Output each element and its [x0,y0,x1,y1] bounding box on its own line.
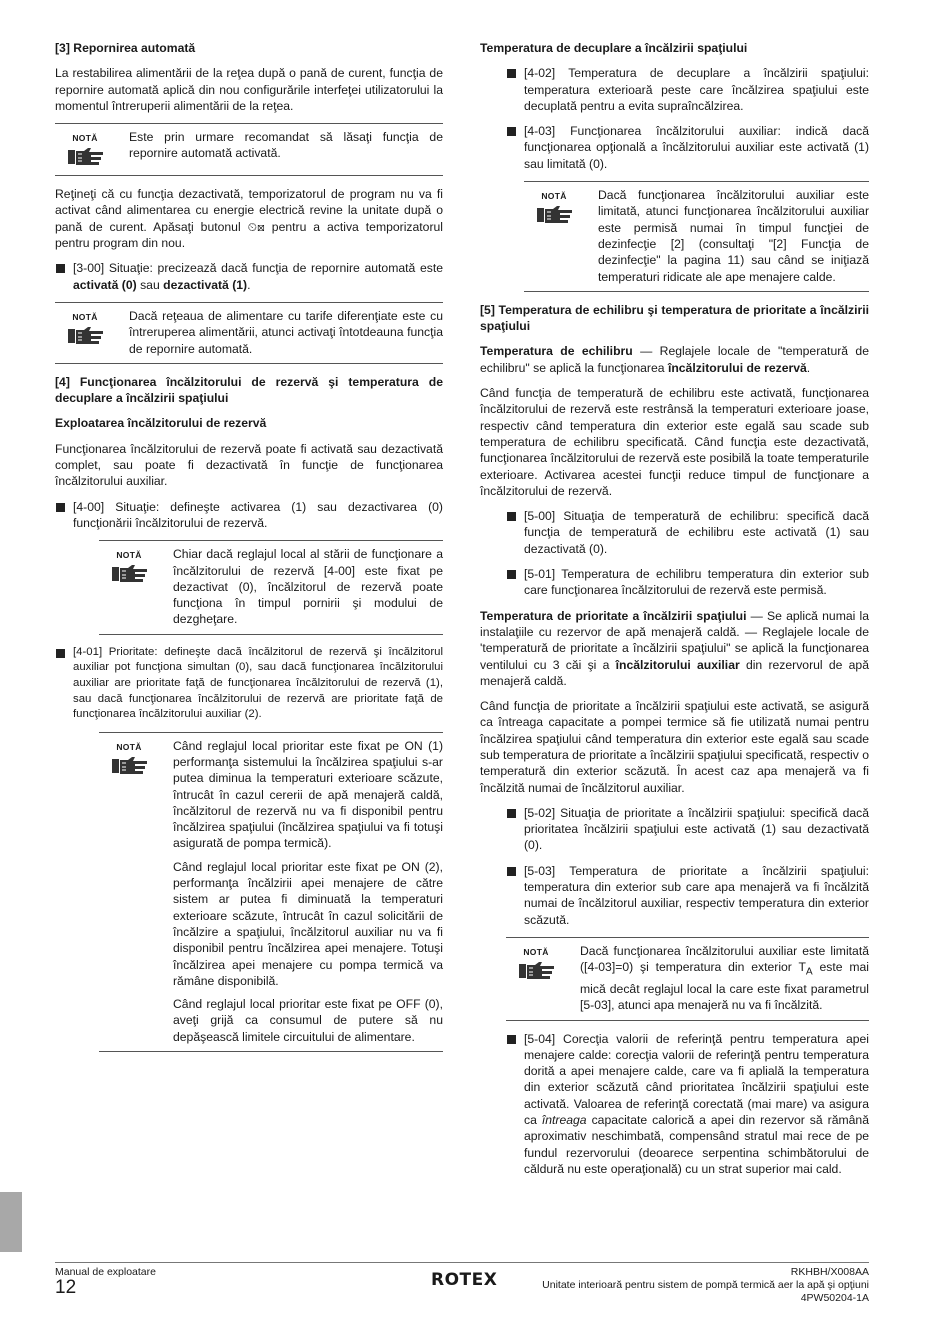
footer-reference: 4PW50204-1A [800,1291,869,1304]
note-box [55,123,443,176]
note-label: NOTĂ [541,191,567,202]
note-label: NOTĂ [116,741,142,752]
pointing-hand-icon [112,563,148,583]
side-tab [0,1192,22,1252]
footer-divider [55,1262,869,1263]
section-4-paragraph-1: Funcţionarea încălzitorului de rezervă poate fi activată sau dezactivată complet, sau poate fi dezactivată în funcţie de funcţionarea încălzitorului auxiliar. [55,441,443,489]
bullet-square-icon [507,809,516,818]
note-box [55,302,443,364]
pointing-hand-icon [68,146,104,166]
note-text: Când reglajul local prioritar este fixat pe ON (1) performanţa sistemului la încălzirea spaţiului s-ar putea diminua la temperaturi exterioare scăzute, întrucât în cazul cererii de apă menajeră caldă, încălzitorul de rezervă nu va fi disponibil pentru încălzirea spaţiului (încălzirea spaţiului va fi totuşi asigurată de pompa termică). [173,738,443,851]
section-4-heading: [4] Funcţionarea încălzitorului de rezervă şi temperatura de decuplare a încălzirii spaţiului [55,374,443,406]
note-text: Dacă funcţionarea încălzitorului auxiliar este limitată, atunci funcţionarea încălzitorului auxiliar este permisă numai în timpul funcţiei de dezinfecţie [2] (consultaţi "[2] Funcţia de dezinfecţie" la pagina 11) sau când se iniţiază temperaturi ridicate ale ape menajere calde. [598,188,869,284]
setting-4-00: [4-00] Situaţie: defineşte activarea (1) sau dezactivarea (0) funcţionării încălzitorului de rezervă. [55,499,443,532]
right-column [480,40,869,1186]
note-text: Când reglajul local prioritar este fixat pe OFF (0), aveţi grijă ca consumul de putere să nu depăşească limitele circuitului de alimentare. [173,997,443,1044]
section-3-paragraph-1: La restabilirea alimentării de la reţea după o pană de curent, funcţia de repornire automată aplică din nou configurările interfeţei utilizatorului la momentul întreruperii alimentării de la reţea. [55,66,443,113]
note-label: NOTĂ [72,311,98,322]
bullet-square-icon [507,127,516,136]
note-label: NOTĂ [116,550,142,561]
footer-model-code: RKHBH/X008AA [790,1266,869,1278]
decoupling-heading: Temperatura de decuplare a încălzirii spaţiului [480,41,748,55]
page-number: 12 [55,1277,77,1298]
pointing-hand-icon [537,204,573,224]
bullet-square-icon [507,1035,516,1044]
section-5-paragraph-2: Când funcţia de temperatură de echilibru este activată, funcţionarea încălzitorului de rezervă este restrânsă la temperaturi exterioare joase, respectiv când temperatura din exterior este egală sau scade sub temperatura de echilibru specificată. Când funcţia este dezactivată, funcţionarea încălzitorului de rezervă este posibilă la toate temperaturile exterioare. Activarea acestei funcţii reduce timpul de funcţionare a încălzitorului de rezervă. [480,386,869,498]
note-text: Chiar dacă reglajul local al stării de funcţionare a încălzitorului de rezervă [4-00] este fixat pe dezactivat (0), încălzitorul de rezervă poate funcţiona în timpul pornirii şi modului de dezgheţare. [173,547,443,627]
bullet-square-icon [507,69,516,78]
setting-5-01: [5-01] Temperatura de echilibru temperatura din exterior sub care funcţionarea încălzitorului de rezervă este permisă. [506,566,869,599]
setting-4-02: [4-02] Temperatura de decuplare a încălzirii spaţiului: temperatura exterioară peste care încălzirea spaţiului este decuplată pentru a evita supraîncălzirea. [506,65,869,114]
bullet-square-icon [56,503,65,512]
setting-5-04: [5-04] Corecţia valorii de referinţă pentru temperatura apei menajere calde: corecţia valorii de referinţă pentru temperatura dorită a apei menajere calde, care va fi aplială la temperatura din exterior scăzută când prioritatea încălzirii spaţiului este activată. Valoarea de referinţă corectată (mai mare) va asigura ca întreaga capacitate calorică a apei din rezervor să rămână aproximativ neschimbată, compensând stratul mai rece de pe fundul rezervorului (deoarece serpentina schimbătorului de căldură nu este operaţională) cu un strat superior mai cald. [506,1031,869,1178]
footer-description: Unitate interioară pentru sistem de pompă termică aer la apă şi opţiuni [542,1278,869,1291]
section-3-paragraph-2: Reţineţi că cu funcţia dezactivată, temporizatorul de program nu va fi activat când alimentarea cu energie electrică revine la unitate după o pană de curent. Apăsaţi butonul ⏲⊠ pentru a activa temporizatorul pentru program din nou. [55,187,443,251]
setting-4-03: [4-03] Funcţionarea încălzitorului auxiliar: indică dacă funcţionarea opţională a încălzitorului auxiliar este activată (1) sau limitată (0). [506,123,869,172]
note-box [99,732,443,1052]
footer-product-info [539,1266,869,1304]
setting-5-03: [5-03] Temperatura de prioritate a încălzirii spaţiului: temperatura din exterior sub care apa menajeră va fi încălzită numai de încălzitorul auxiliar, respectiv temperatura din exterior scăzută. [506,863,869,928]
bullet-square-icon [56,264,65,273]
rotex-logo: ROTEX [431,1270,498,1290]
setting-5-00: [5-00] Situaţia de temperatură de echilibru: specifică dacă funcţia de temperatură de echilibru este activată (1) sau dezactivată (0). [506,508,869,557]
setting-3-00: [3-00] Situaţie: precizează dacă funcţia de repornire automată este activată (0) sau dezactivată (1). [55,260,443,293]
note-box [524,181,869,292]
bullet-square-icon [507,570,516,579]
bullet-square-icon [507,867,516,876]
footer-manual-title: Manual de exploatare [55,1266,156,1278]
priority-temperature-paragraph: Temperatura de prioritate a încălzirii spaţiului — Se aplică numai la instalaţiile cu rezervor de apă menajeră caldă. — Reglajele locale de 'temperatură de prioritate a încălzirii spaţiului" se aplică la funcţionarea ventilului cu 3 căi şi a încălzitorului auxiliar din rezervorul de apă menajeră caldă. [480,608,869,688]
section-4-subheading: Exploatarea încălzitorului de rezervă [55,416,267,431]
setting-5-02: [5-02] Situaţia de prioritate a încălzirii spaţiului: specifică dacă prioritatea încălzirii spaţiului este activată (1) sau dezactivată (0). [506,805,869,854]
note-text: Este prin urmare recomandat să lăsaţi funcţia de repornire automată activată. [129,130,443,161]
pointing-hand-icon [112,755,148,775]
pointing-hand-icon [519,960,555,980]
note-box [99,540,443,634]
section-5-heading: [5] Temperatura de echilibru şi temperatura de prioritate a încălzirii spaţiului [480,302,869,334]
note-text: Dacă funcţionarea încălzitorului auxiliar este limitată ([4-03]=0) şi temperatura din exterior $T_A$ este mai mică decât reglajul local la care este fixat parametrul [5-03], atunci apa menajeră nu va fi încălzită. [580,943,869,1013]
bullet-square-icon [507,512,516,521]
note-label: NOTĂ [72,133,98,144]
note-box [506,937,869,1021]
section-3-heading: [3] Repornirea automată [55,41,196,55]
setting-4-01: [4-01] Prioritate: defineşte dacă încălzitorul de rezervă şi încălzitorul auxiliar pot funcţiona simultan (0), sau dacă funcţionarea încălzitorului auxiliar are prioritate faţă de funcţionarea încălzitorului de rezervă (1), sau dacă funcţionarea încălzitorului de rezervă are prioritate faţă de funcţionarea încălzitorului auxiliar (2). [55,645,443,723]
bullet-square-icon [56,649,65,658]
balance-temperature-paragraph: Temperatura de echilibru — Reglajele locale de "temperatură de echilibru" se aplică la funcţionarea încălzitorului de rezervă. [480,344,869,375]
note-text: Dacă reţeaua de alimentare cu tarife diferenţiate este cu întreruperea alimentării, atunci activaţi întotdeauna funcţia de repornire automată. [129,308,443,356]
section-5-paragraph-4: Când funcţia de prioritate a încălzirii spaţiului este activată, se asigură ca întreaga capacitate a pompei termice să fie utilizată numai pentru încălzirea spaţiului când temperatura din exterior este egală sau scade sub temperatura de prioritate a încălzirii spaţiului specificată, respectiv o temperatură din exterior scăzută. În acest caz apa menajeră va fi încălzită numai de încălzitorul auxiliar. [480,699,869,795]
left-column [55,40,443,1062]
note-label: NOTĂ [523,946,549,957]
note-text: Când reglajul local prioritar este fixat pe ON (2), performanţa încălzirii apei menajere de către sistem ar putea fi diminuată la temperaturi exterioare scăzute, întrucât în cazul solicitării de încălzire a spaţiului, încălzitorul auxiliar nu va fi disponibil pentru încălzirea apei menajere. Totuşi încălzirea apei menajere cu pompa termică va rămâne disponibilă. [173,859,443,988]
pointing-hand-icon [68,325,104,345]
